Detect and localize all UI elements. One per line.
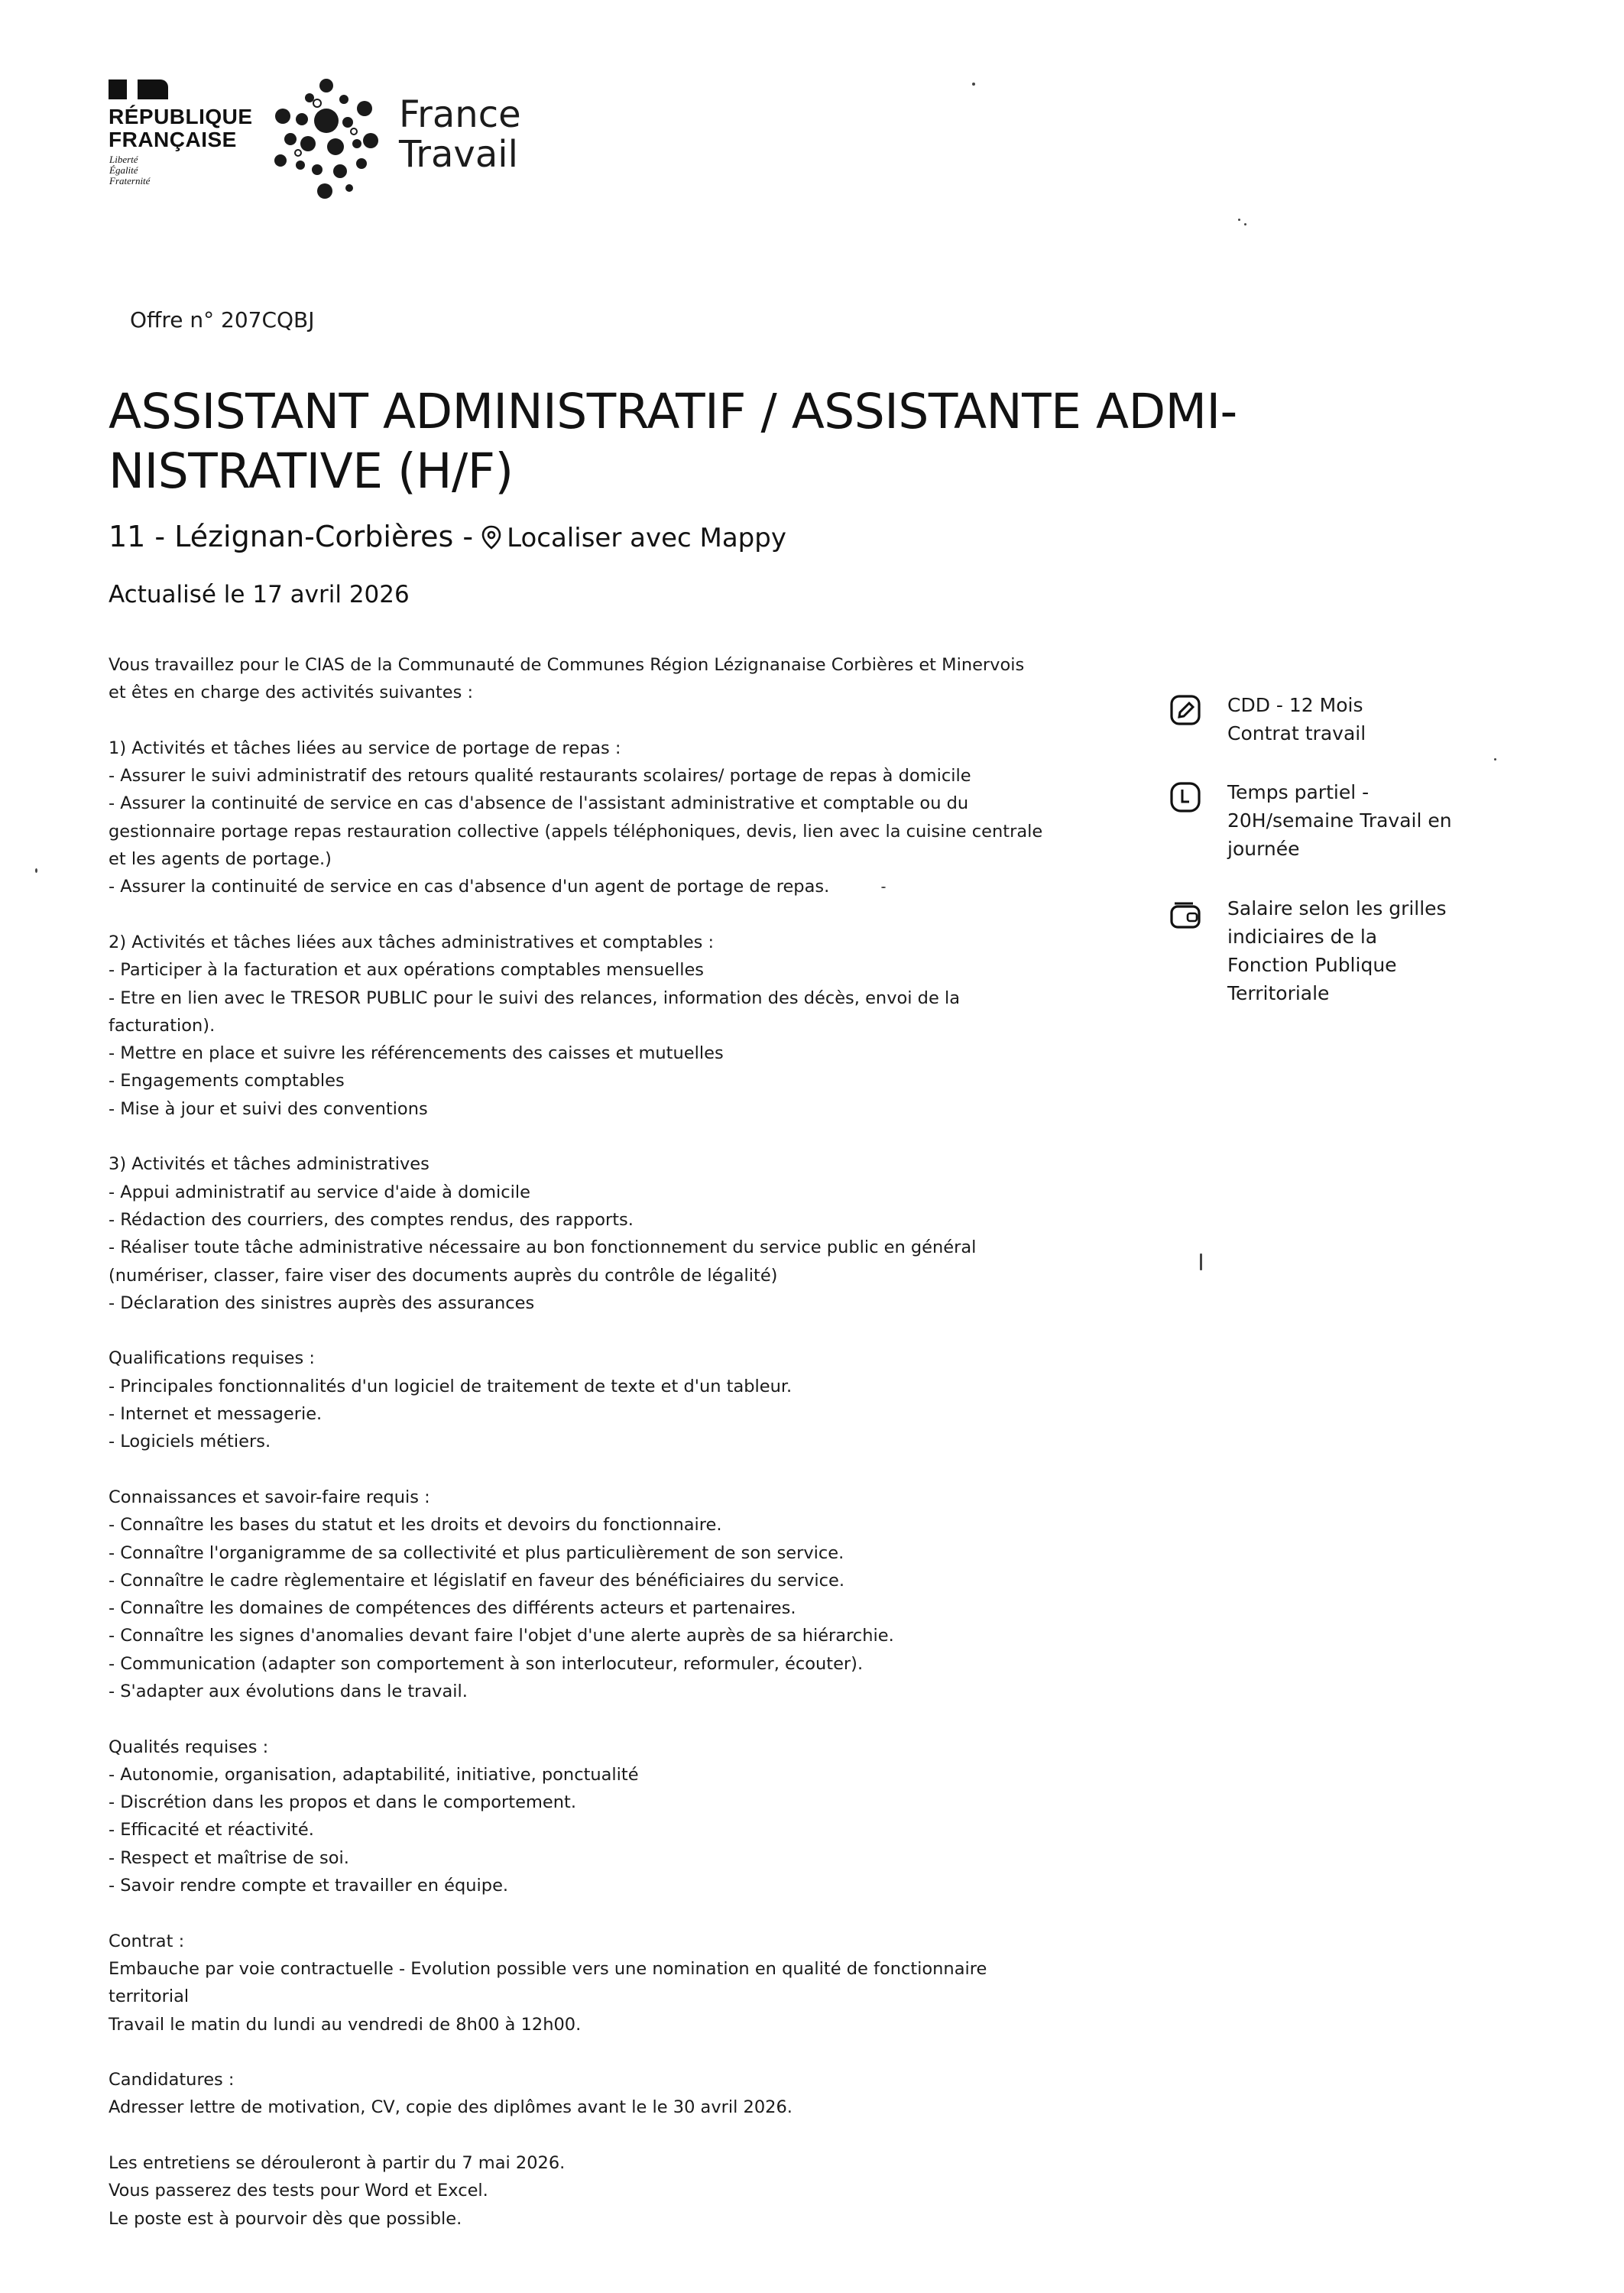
description-line: - Assurer la continuité de service en cas d'absence d'un agent de portage de repas.	[109, 877, 830, 897]
description-line: Contrat :	[109, 1931, 185, 1951]
description-line: - Assurer le suivi administratif des retours qualité restaurants scolaires/ portage de repas à domicile	[109, 766, 971, 786]
description-line: - S'adapter aux évolutions dans le travail.	[109, 1681, 468, 1701]
description-line: - Réaliser toute tâche administrative nécessaire au bon fonctionnement du service public en général	[109, 1237, 977, 1258]
description-line: - Connaître les signes d'anomalies devant faire l'objet d'une alerte auprès de sa hiérarchie.	[109, 1626, 894, 1646]
description-line: Embauche par voie contractuelle - Evolution possible vers une nomination en qualité de fonctionnaire	[109, 1958, 987, 1979]
description-line: Vous travaillez pour le CIAS de la Communauté de Communes Région Lézignanaise Corbières et Minervois	[109, 655, 1025, 675]
description-line: gestionnaire portage repas restauration collective (appels téléphoniques, devis, lien avec la cuisine centrale	[109, 821, 1043, 842]
description-line: Qualités requises :	[109, 1737, 269, 1757]
description-line: - Connaître le cadre règlementaire et législatif en faveur des bénéficiaires du service.	[109, 1570, 845, 1591]
description-line: 2) Activités et tâches liées aux tâches administratives et comptables :	[109, 932, 715, 952]
description-line: et êtes en charge des activités suivantes :	[109, 683, 474, 703]
france-travail-label: France Travail	[399, 93, 521, 176]
paragraph-gap	[109, 2122, 1056, 2149]
description-line: - Savoir rendre compte et travailler en équipe.	[109, 1876, 509, 1896]
paragraph-gap	[109, 1705, 1056, 1733]
description-line: facturation).	[109, 1015, 216, 1036]
description-line: - Discrétion dans les propos et dans le comportement.	[109, 1792, 576, 1813]
description-line: - Respect et maîtrise de soi.	[109, 1847, 349, 1868]
clock-icon	[1169, 781, 1201, 813]
map-pin-icon[interactable]	[481, 523, 502, 556]
description-line: Le poste est à pourvoir dès que possible.	[109, 2208, 462, 2229]
description-line: Adresser lettre de motivation, CV, copie des diplômes avant le le 30 avril 2026.	[109, 2097, 793, 2118]
offer-location: 11 - Lézignan-Corbières -	[109, 520, 474, 553]
description-line: 3) Activités et tâches administratives	[109, 1154, 430, 1175]
description-line: Qualifications requises :	[109, 1348, 315, 1369]
description-line: - Rédaction des courriers, des comptes rendus, des rapports.	[109, 1209, 634, 1230]
salary-text: Salaire selon les grilles indiciaires de la Fonction Publique Territoriale	[1227, 897, 1447, 1004]
paragraph-gap	[109, 2038, 1056, 2066]
offer-updated-date: Actualisé le 17 avril 2026	[109, 581, 410, 608]
pencil-edit-icon	[1169, 694, 1201, 726]
description-line: - Assurer la continuité de service en cas d'absence de l'assistant administrative et comptable ou du	[109, 793, 969, 814]
description-line: - Connaître les domaines de compétences des différents acteurs et partenaires.	[109, 1598, 796, 1619]
description-line: - Connaître l'organigramme de sa collectivité et plus particulièrement de son service.	[109, 1542, 844, 1563]
mappy-link[interactable]: Localiser avec Mappy	[507, 523, 786, 553]
description-line: et les agents de portage.)	[109, 849, 332, 870]
description-line: Travail le matin du lundi au vendredi de 8h00 à 12h00.	[109, 2014, 582, 2035]
description-line: - Déclaration des sinistres auprès des assurances	[109, 1292, 535, 1313]
paragraph-gap	[109, 707, 1056, 735]
offer-reference: Offre n° 207CQBJ	[130, 307, 315, 332]
description-line: - Internet et messagerie.	[109, 1404, 323, 1425]
republique-flag-icon	[109, 79, 168, 99]
wallet-icon	[1169, 897, 1201, 929]
description-line: territorial	[109, 1987, 190, 2007]
republique-francaise-label: RÉPUBLIQUE FRANÇAISE	[109, 105, 253, 151]
description-line: - Logiciels métiers.	[109, 1432, 271, 1452]
schedule-text: Temps partiel - 20H/semaine Travail en journée	[1227, 781, 1452, 860]
paragraph-gap	[109, 901, 1056, 929]
description-line: - Etre en lien avec le TRESOR PUBLIC pour le suivi des relances, information des décès, envoi de la	[109, 988, 960, 1008]
description-line: - Mettre en place et suivre les référencements des caisses et mutuelles	[109, 1043, 724, 1064]
description-line: - Connaître les bases du statut et les droits et devoirs du fonctionnaire.	[109, 1515, 722, 1536]
offer-description	[109, 651, 1056, 2233]
contract-type-text: CDD - 12 Mois Contrat travail	[1227, 694, 1366, 744]
description-line: Vous passerez des tests pour Word et Excel.	[109, 2181, 488, 2201]
description-line: - Principales fonctionnalités d'un logiciel de traitement de texte et d'un tableur.	[109, 1376, 793, 1396]
description-line: 1) Activités et tâches liées au service de portage de repas :	[109, 738, 621, 758]
paragraph-gap	[109, 1123, 1056, 1150]
description-line: - Appui administratif au service d'aide à domicile	[109, 1182, 530, 1202]
description-line: Candidatures :	[109, 2070, 235, 2090]
paragraph-gap	[109, 1899, 1056, 1927]
paragraph-gap	[109, 1456, 1056, 1484]
description-line: - Autonomie, organisation, adaptabilité, initiative, ponctualité	[109, 1764, 639, 1785]
description-line: Les entretiens se dérouleront à partir du 7 mai 2026.	[109, 2153, 566, 2174]
description-line: Connaissances et savoir-faire requis :	[109, 1487, 430, 1507]
description-line: - Mise à jour et suivi des conventions	[109, 1098, 428, 1119]
description-line: - Efficacité et réactivité.	[109, 1820, 314, 1841]
page-title: ASSISTANT ADMINISTRATIF / ASSISTANTE ADMI- NISTRATIVE (H/F)	[109, 384, 1237, 499]
description-line: (numériser, classer, faire viser des documents auprès du contrôle de légalité)	[109, 1265, 778, 1286]
description-line: - Engagements comptables	[109, 1071, 345, 1091]
offer-location-row	[109, 520, 786, 556]
paragraph-gap	[109, 1317, 1056, 1344]
description-line: - Participer à la facturation et aux opérations comptables mensuelles	[109, 960, 705, 981]
description-line: - Communication (adapter son comportement à son interlocuteur, reformuler, écouter).	[109, 1653, 864, 1674]
republique-motto: Liberté Égalité Fraternité	[109, 154, 151, 186]
france-travail-logo-icon	[271, 76, 386, 206]
